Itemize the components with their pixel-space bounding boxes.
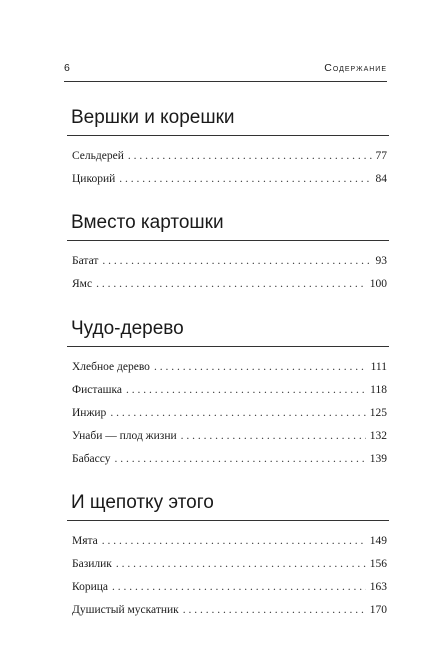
- entry-name: Цикорий: [72, 173, 116, 185]
- section-title: Вместо картошки: [67, 212, 389, 241]
- dot-leader: [112, 581, 366, 593]
- entry-page: 77: [375, 150, 387, 162]
- entry-page: 118: [370, 384, 387, 396]
- section-title: И щепотку этого: [67, 492, 389, 521]
- dot-leader: [119, 173, 371, 185]
- dot-leader: [114, 453, 365, 465]
- toc-entry[interactable]: [72, 173, 387, 196]
- toc-entries: [67, 150, 389, 196]
- section-title: Вершки и корешки: [67, 107, 389, 136]
- toc-entry[interactable]: [72, 558, 387, 581]
- entry-name: Корица: [72, 581, 109, 593]
- toc-entry[interactable]: [72, 150, 387, 173]
- toc-entry[interactable]: [72, 384, 387, 407]
- dot-leader: [181, 430, 366, 442]
- entry-page: 139: [369, 453, 387, 465]
- toc-entries: [67, 535, 389, 627]
- entry-page: 156: [369, 558, 387, 570]
- dot-leader: [183, 604, 366, 616]
- entry-page: 163: [369, 581, 387, 593]
- toc-entry[interactable]: [72, 535, 387, 558]
- toc-entries: [67, 361, 389, 476]
- page-number: 6: [64, 62, 71, 74]
- entry-page: 111: [370, 361, 387, 373]
- dot-leader: [110, 407, 365, 419]
- entry-page: 93: [375, 255, 387, 267]
- toc-entry[interactable]: [72, 255, 387, 278]
- dot-leader: [126, 384, 366, 396]
- entry-page: 84: [375, 173, 387, 185]
- dot-leader: [102, 255, 371, 267]
- entry-page: 149: [369, 535, 387, 547]
- entry-name: Базилик: [72, 558, 112, 570]
- running-header: [64, 62, 387, 78]
- toc-entry[interactable]: [72, 604, 387, 627]
- entry-page: 170: [369, 604, 387, 616]
- entry-name: Мята: [72, 535, 98, 547]
- toc-entry[interactable]: [72, 581, 387, 604]
- dot-leader: [154, 361, 367, 373]
- toc-entry[interactable]: [72, 430, 387, 453]
- entry-name: Фисташка: [72, 384, 122, 396]
- entry-name: Душистый мускатник: [72, 604, 179, 616]
- entry-page: 132: [369, 430, 387, 442]
- entry-name: Бабассу: [72, 453, 111, 465]
- dot-leader: [128, 150, 372, 162]
- toc-section-2: [67, 212, 389, 301]
- toc-entry[interactable]: [72, 453, 387, 476]
- dot-leader: [102, 535, 366, 547]
- dot-leader: [116, 558, 366, 570]
- section-title: Чудо-дерево: [67, 318, 389, 347]
- toc-entry[interactable]: [72, 361, 387, 384]
- entry-name: Батат: [72, 255, 99, 267]
- entry-name: Хлебное дерево: [72, 361, 150, 373]
- entry-name: Унаби — плод жизни: [72, 430, 177, 442]
- entry-page: 100: [369, 278, 387, 290]
- header-title: Содержание: [324, 62, 387, 74]
- header-rule: [64, 81, 387, 82]
- toc-entry[interactable]: [72, 407, 387, 430]
- entry-name: Сельдерей: [72, 150, 124, 162]
- toc-entry[interactable]: [72, 278, 387, 301]
- entry-page: 125: [369, 407, 387, 419]
- dot-leader: [96, 278, 366, 290]
- entry-name: Ямс: [72, 278, 93, 290]
- toc-section-1: [67, 107, 389, 196]
- toc-entries: [67, 255, 389, 301]
- entry-name: Инжир: [72, 407, 107, 419]
- toc-section-4: [67, 492, 389, 627]
- toc-section-3: [67, 318, 389, 476]
